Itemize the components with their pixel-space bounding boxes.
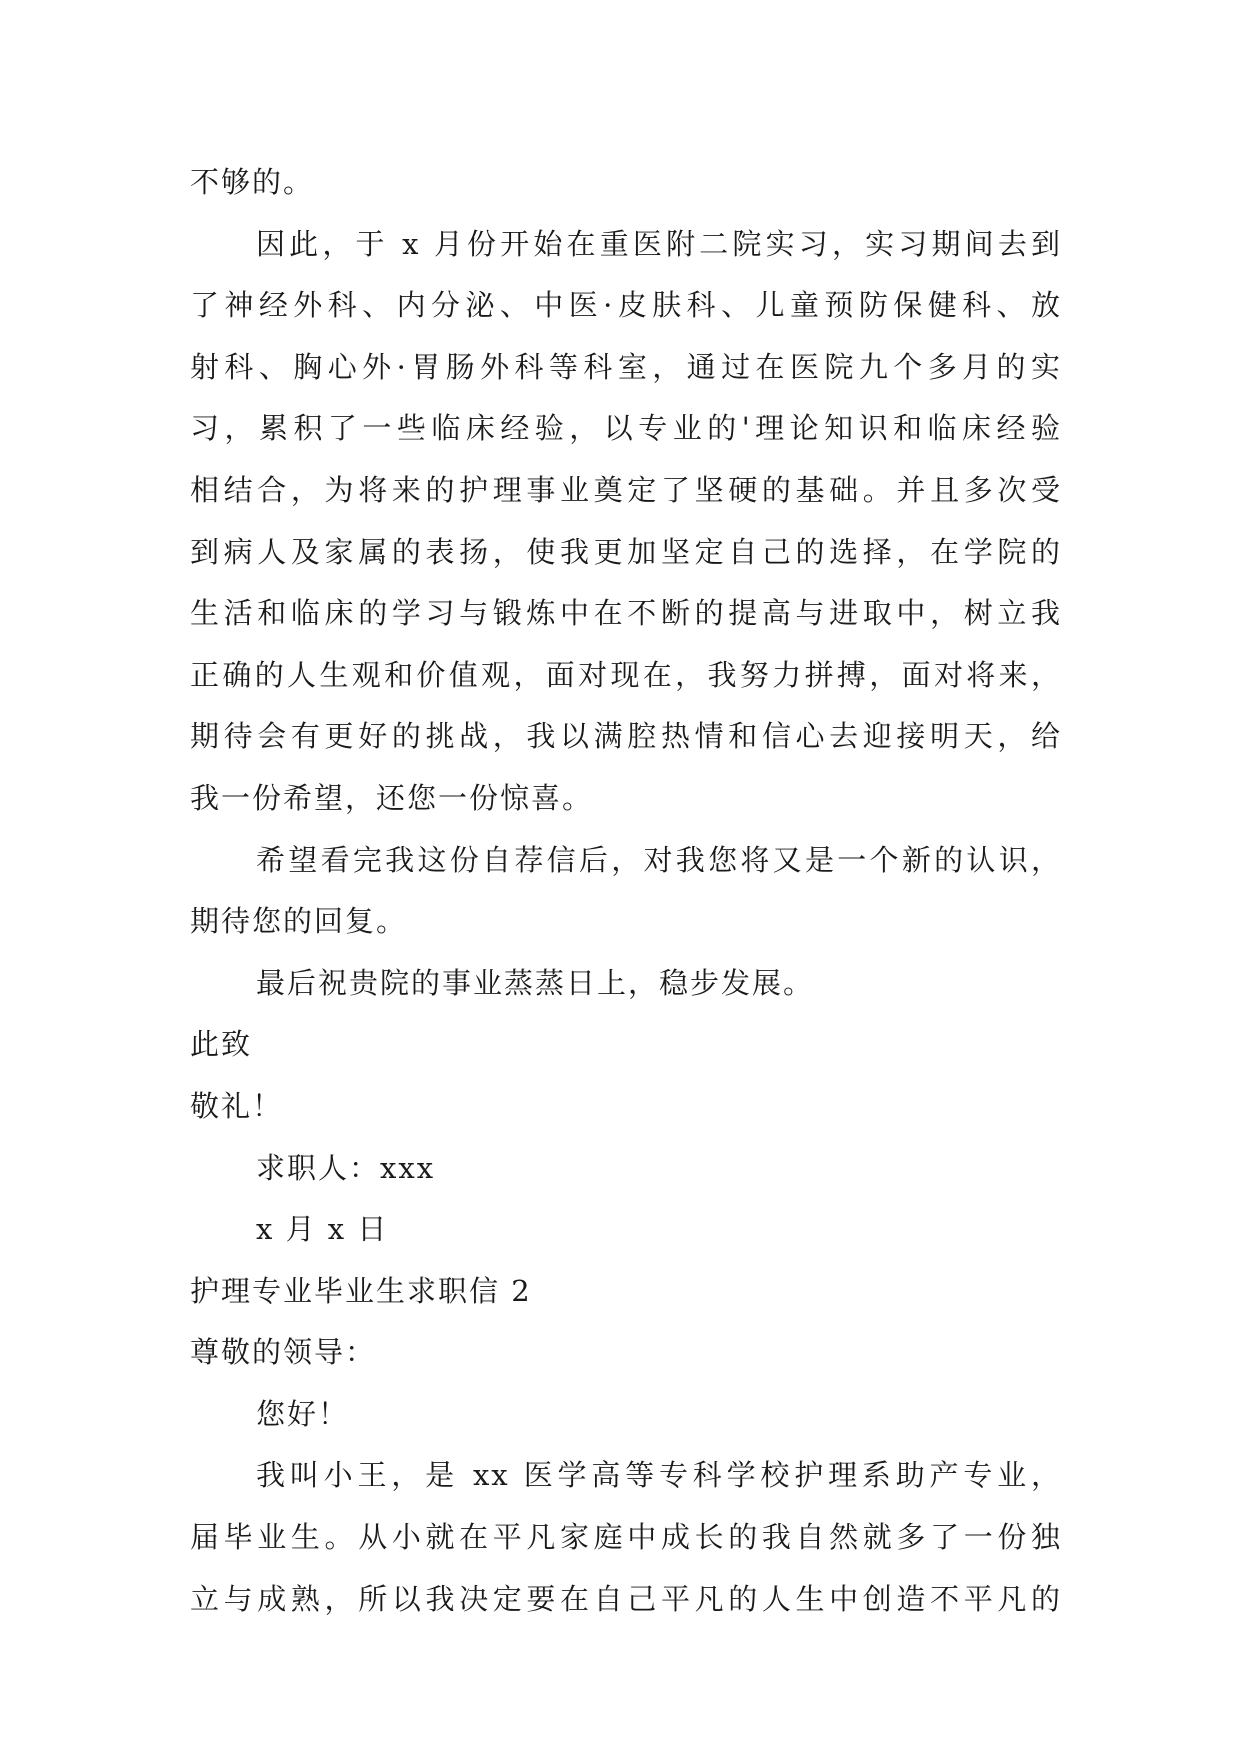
section-title: 护理专业毕业生求职信 2 <box>190 1273 532 1308</box>
text-line: 正确的人生观和价值观，面对现在，我努力拼搏，面对将来， <box>190 657 1062 692</box>
text-line: 相结合，为将来的护理事业奠定了坚硬的基础。并且多次受 <box>190 472 1062 507</box>
text-line: 希望看完我这份自荐信后，对我您将又是一个新的认识， <box>256 842 1062 877</box>
text-line: 生活和临床的学习与锻炼中在不断的提高与进取中，树立我 <box>190 596 1062 631</box>
text-line: 期待您的回复。 <box>190 904 408 939</box>
date-line: x 月 x 日 <box>256 1212 389 1247</box>
text-line: 习，累积了一些临床经验，以专业的'理论知识和临床经验 <box>190 411 1062 446</box>
greeting-line: 您好！ <box>256 1396 350 1431</box>
text-line: 我一份希望，还您一份惊喜。 <box>190 780 594 815</box>
closing-line: 敬礼！ <box>190 1088 284 1123</box>
text-line: 射科、胸心外·胃肠外科等科室，通过在医院九个多月的实 <box>190 349 1062 384</box>
text-line: 届毕业生。从小就在平凡家庭中成长的我自然就多了一份独 <box>190 1520 1062 1555</box>
text-line: 我叫小王，是 xx 医学高等专科学校护理系助产专业， <box>256 1458 1062 1493</box>
text-line: 因此，于 x 月份开始在重医附二院实习，实习期间去到 <box>256 226 1062 261</box>
text-line: 最后祝贵院的事业蒸蒸日上，稳步发展。 <box>256 965 815 1000</box>
text-line: 了神经外科、内分泌、中医·皮肤科、儿童预防保健科、放 <box>190 288 1062 323</box>
signature-line: 求职人：xxx <box>256 1150 436 1185</box>
text-line: 立与成熟，所以我决定要在自己平凡的人生中创造不平凡的 <box>190 1581 1062 1616</box>
closing-line: 此致 <box>190 1027 253 1062</box>
document-page <box>190 152 1062 1630</box>
text-line: 期待会有更好的挑战，我以满腔热情和信心去迎接明天，给 <box>190 719 1062 754</box>
text-line: 到病人及家属的表扬，使我更加坚定自己的选择，在学院的 <box>190 534 1062 569</box>
salutation-line: 尊敬的领导： <box>190 1335 377 1370</box>
text-line: 不够的。 <box>190 165 315 199</box>
